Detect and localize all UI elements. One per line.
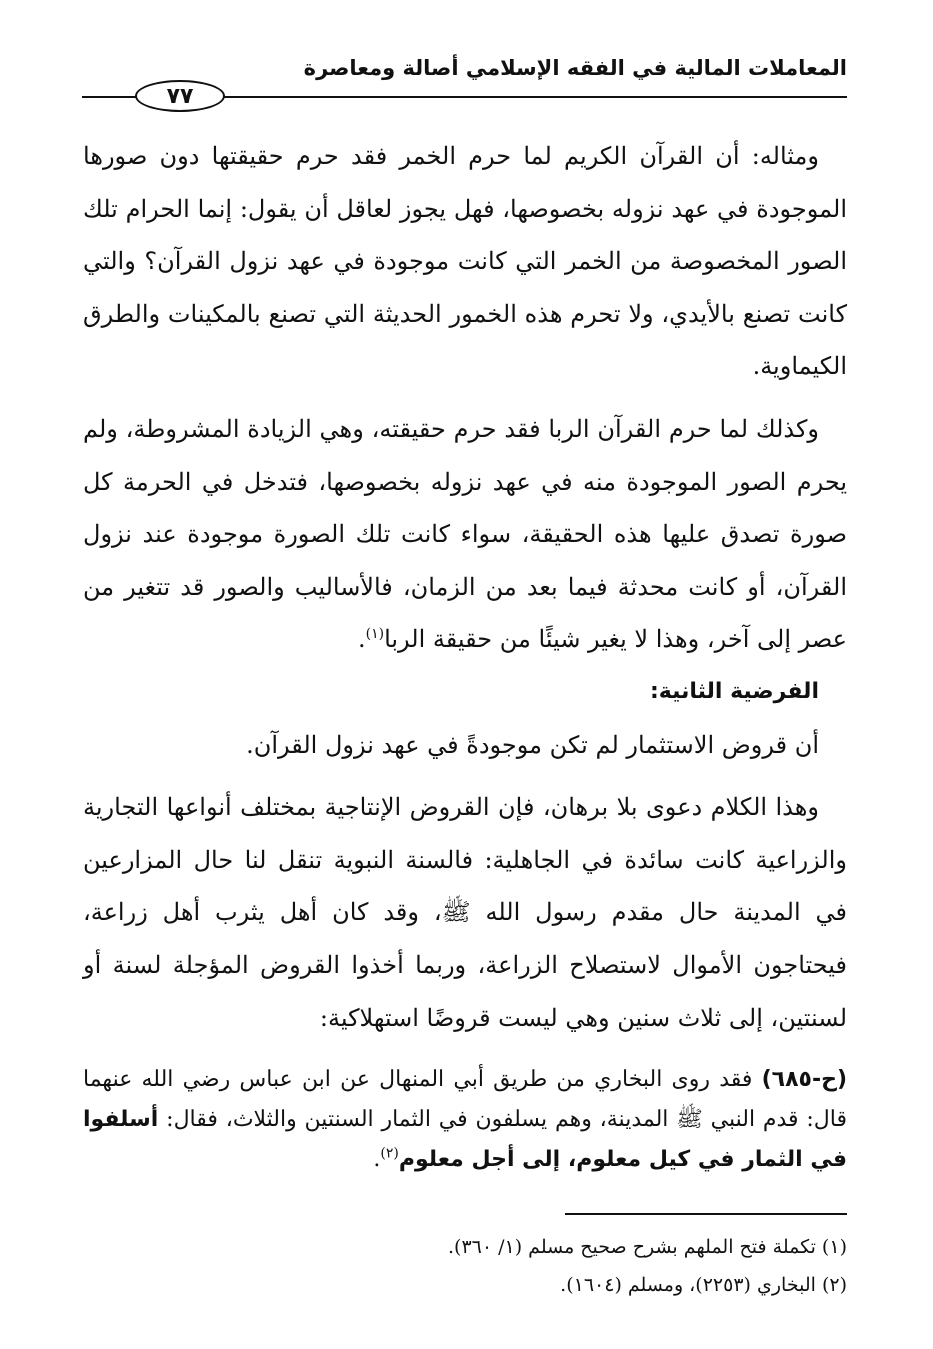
hadith-end: . <box>373 1147 381 1173</box>
footnote-2: (٢) البخاري (٢٢٥٣)، ومسلم (١٦٠٤). <box>560 1274 847 1296</box>
footnote-1: (١) تكملة فتح الملهم بشرح صحيح مسلم (١/ ٣٦٠). <box>447 1236 847 1258</box>
footnote-ref-2: (٢) <box>380 1145 399 1162</box>
hadith-text: فقد روى البخاري من طريق أبي المنهال عن ابن عباس رضي الله عنهما قال: قدم النبي ﷺ المدينة، وهم يسلفون في الثمار السنتين والثلاث، فقال: <box>83 1067 847 1133</box>
paragraph-riba-end: . <box>357 625 366 654</box>
hadith-bold-text: أسلفوا في الثمار في كيل معلوم، إلى أجل معلوم <box>83 1107 847 1173</box>
running-title: المعاملات المالية في الفقه الإسلامي أصالة ومعاصرة <box>303 56 847 80</box>
section-heading: الفرضية الثانية: <box>650 678 819 704</box>
footnote-ref-1: (١) <box>365 626 385 643</box>
page-number-badge <box>135 80 225 112</box>
paragraph-riba <box>83 403 847 666</box>
paragraph-rebuttal: وهذا الكلام دعوى بلا برهان، فإن القروض الإنتاجية بمختلف أنواعها التجارية والزراعية كانت سائدة في الجاهلية: فالسنة النبوية تنقل لنا حال المزارعين في المدينة حال مقدم رسول الله ﷺ، وقد كان أهل يثرب أهل زراعة، فيحتاجون الأموال لاستصلاح الزراعة، وربما أخذوا القروض المؤجلة لسنة أو لسنتين، إلى ثلاث سنين وهي ليست قروضًا استهلاكية: <box>83 793 847 1032</box>
footnote-rule <box>565 1213 847 1215</box>
paragraph-hypothesis: أن قروض الاستثمار لم تكن موجودةً في عهد نزول القرآن. <box>246 730 819 759</box>
paragraph-example: ومثاله: أن القرآن الكريم لما حرم الخمر فقد حرم حقيقتها دون صورها الموجودة في عهد نزوله بخصوصها، فهل يجوز لعاقل أن يقول: إنما الحرام تلك الصور المخصوصة من الخمر التي كانت موجودة في عهد نزول القرآن؟ والتي كانت تصنع بالأيدي، ولا تحرم هذه الخمور الحديثة التي تصنع بالمكينات والطرق الكيماوية. <box>83 142 847 381</box>
hadith-number: (ح-٦٨٥) <box>761 1067 847 1093</box>
page-number: ٧٧ <box>166 83 194 109</box>
main-text <box>83 130 847 1180</box>
hadith-quote <box>83 1060 847 1180</box>
footnotes <box>83 1228 847 1304</box>
paragraph-riba-text: وكذلك لما حرم القرآن الربا فقد حرم حقيقته، وهي الزيادة المشروطة، ولم يحرم الصور الموجودة منه في عهد نزوله بخصوصها، فتدخل في الحرمة كل صورة تصدق عليها هذه الحقيقة، سواء كانت تلك الصورة موجودة عند نزول القرآن، أو كانت محدثة فيما بعد من الزمان، فالأساليب والصور قد تتغير من عصر إلى آخر، وهذا لا يغير شيئًا من حقيقة الربا <box>83 414 847 654</box>
